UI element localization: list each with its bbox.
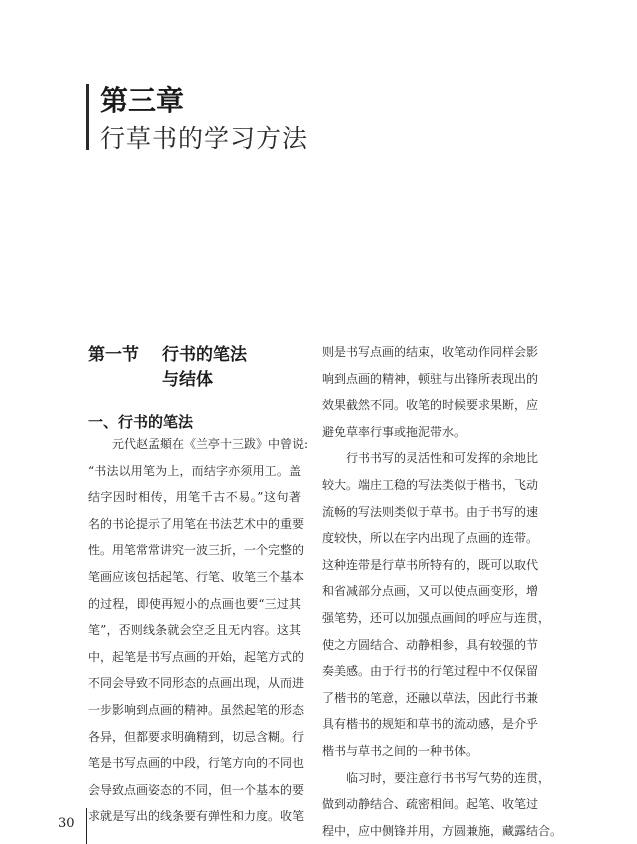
section-heading — [88, 343, 247, 393]
text-line: 做到动静结合、疏密相间。起笔、收笔过 — [322, 797, 539, 812]
text-line: 效果截然不同。收笔的时候要求果断，应 — [322, 398, 539, 413]
text-line: 较大。端庄工稳的写法类似于楷书，飞动 — [322, 477, 539, 492]
subsection-heading: 一、行书的笔法 — [88, 413, 194, 431]
text-line: 的过程，即使再短小的点画也要“三过其 — [88, 596, 301, 611]
text-line: 笔是书写点画的中段，行笔方向的不同也 — [88, 756, 305, 771]
chapter-subtitle: 行草书的学习方法 — [100, 124, 309, 153]
text-line: 了楷书的笔意，还融以草法，因此行书兼 — [322, 690, 539, 705]
section-number: 第一节 — [88, 345, 139, 365]
section-title-line2: 与结体 — [162, 370, 213, 390]
right-column-body — [322, 339, 563, 844]
text-line: 各异，但都要求明确精到，切忌含糊。行 — [88, 729, 305, 744]
text-line: 会导致点画姿态的不同，但一个基本的要 — [88, 782, 305, 797]
text-line: “书法以用笔为上，而结字亦须用工。盖 — [88, 463, 301, 478]
section-title-line1: 行书的笔法 — [162, 345, 247, 365]
text-line: 则是书写点画的结束，收笔动作同样会影 — [322, 345, 539, 359]
text-line: 具有楷书的规矩和草书的流动感，是介乎 — [322, 717, 539, 732]
chapter-title-bar — [86, 84, 89, 150]
text-line: 笔”，否则线条就会空乏且无内容。这其 — [88, 623, 301, 638]
text-line: 笔画应该包括起笔、行笔、收笔三个基本 — [88, 569, 305, 584]
left-column-body — [88, 431, 309, 830]
text-line: 程中，应中侧锋并用，方圆兼施，藏露结合。 — [322, 823, 563, 838]
text-line: 这种连带是行草书所特有的，既可以取代 — [322, 557, 539, 572]
text-line: 名的书论提示了用笔在书法艺术中的重要 — [88, 516, 305, 531]
text-line: 中，起笔是书写点画的开始，起笔方式的 — [88, 649, 305, 664]
text-line: 响到点画的精神，顿驻与出锋所表现出的 — [322, 371, 539, 386]
text-line: 元代赵孟頫在《兰亭十三跋》中曾说: — [112, 437, 309, 451]
section-heading-line1 — [88, 343, 247, 368]
text-line: 楷书与草书之间的一种书体。 — [322, 743, 479, 758]
text-line: 一步影响到点画的精神。虽然起笔的形态 — [88, 702, 305, 717]
text-line: 求就是写出的线条要有弹性和力度。收笔 — [88, 809, 305, 824]
text-line: 使之方圆结合、动静相参，具有较强的节 — [322, 637, 539, 652]
text-line: 奏美感。由于行书的行笔过程中不仅保留 — [322, 664, 539, 679]
text-line: 流畅的写法则类似于草书。由于书写的速 — [322, 504, 539, 519]
page-number: 30 — [58, 816, 75, 831]
chapter-title: 第三章 — [100, 84, 185, 117]
text-line: 不同会导致不同形态的点画出现，从而进 — [88, 676, 305, 691]
text-line: 结字因时相传，用笔千古不易。”这句著 — [88, 490, 301, 505]
text-line: 临习时，要注意行书书写气势的连贯， — [346, 770, 551, 785]
text-line: 度较快，所以在字内出现了点画的连带。 — [322, 531, 539, 546]
text-line: 性。用笔常常讲究一波三折，一个完整的 — [88, 543, 305, 558]
text-line: 和省减部分点画，又可以使点画变形，增 — [322, 584, 539, 599]
text-line: 强笔势，还可以加强点画间的呼应与连贯， — [322, 610, 551, 625]
text-line: 避免草率行事或拖泥带水。 — [322, 424, 467, 439]
footer-rule — [86, 808, 87, 844]
text-line: 行书书写的灵活性和可发挥的余地比 — [346, 451, 539, 466]
